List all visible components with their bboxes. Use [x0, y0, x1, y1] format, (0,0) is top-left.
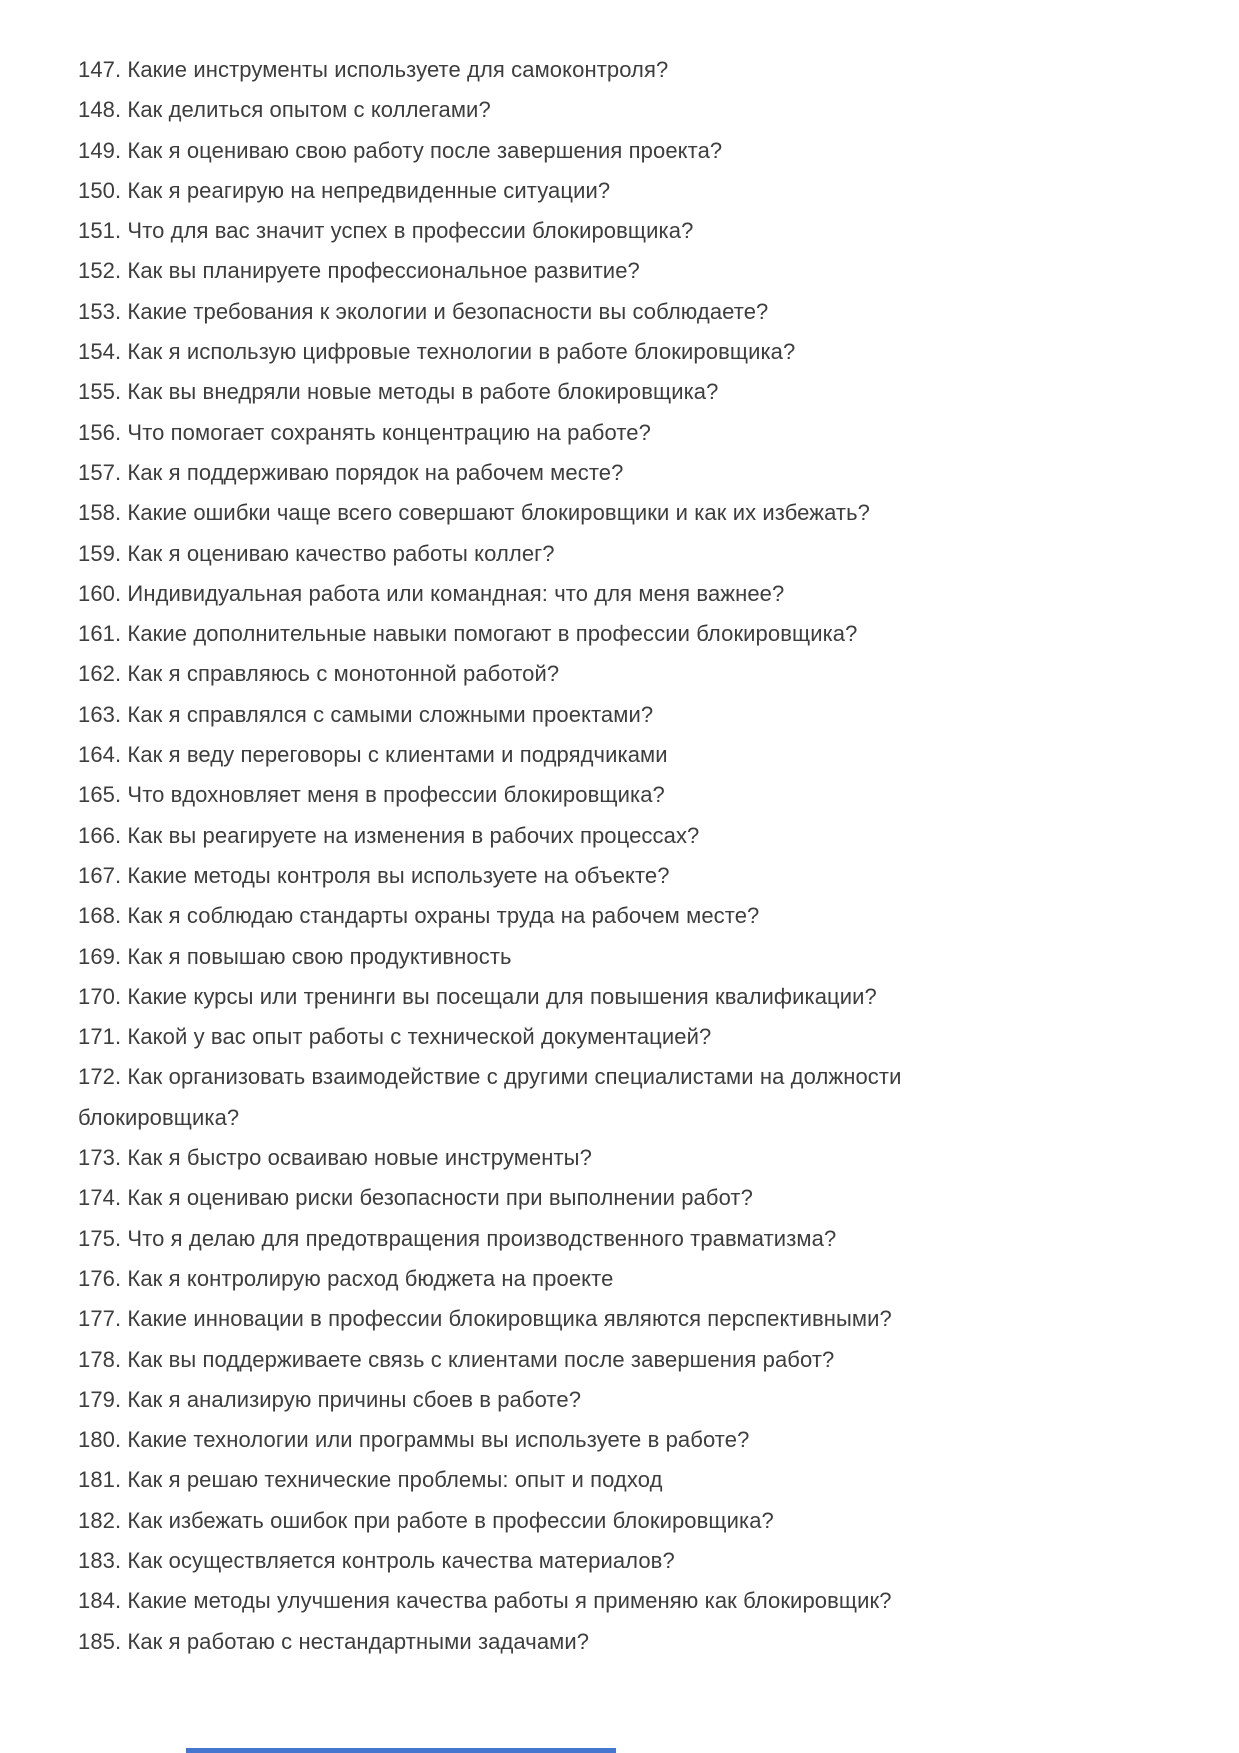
question-item: 185. Как я работаю с нестандартными задачами? — [78, 1628, 590, 1654]
question-item: 157. Как я поддерживаю порядок на рабочем месте? — [78, 459, 624, 485]
question-item: 165. Что вдохновляет меня в профессии блокировщика? — [78, 782, 665, 808]
question-item: 183. Как осуществляется контроль качества материалов? — [78, 1547, 675, 1573]
question-item: 175. Что я делаю для предотвращения производственного травматизма? — [78, 1225, 837, 1251]
question-item: 172. Как организовать взаимодействие с другими специалистами на должности блокировщика? — [78, 1064, 902, 1130]
question-item: 170. Какие курсы или тренинги вы посещали для повышения квалификации? — [78, 983, 877, 1009]
question-item: 156. Что помогает сохранять концентрацию на работе? — [78, 419, 651, 445]
question-item: 153. Какие требования к экологии и безопасности вы соблюдаете? — [78, 298, 769, 324]
question-item: 163. Как я справлялся с самыми сложными проектами? — [78, 701, 654, 727]
question-item: 173. Как я быстро осваиваю новые инструменты? — [78, 1145, 592, 1171]
question-item: 180. Какие технологии или программы вы используете в работе? — [78, 1427, 750, 1453]
question-item: 178. Как вы поддерживаете связь с клиентами после завершения работ? — [78, 1346, 835, 1372]
question-item: 154. Как я использую цифровые технологии в работе блокировщика? — [78, 339, 796, 365]
question-item: 158. Какие ошибки чаще всего совершают блокировщики и как их избежать? — [78, 500, 871, 526]
question-item: 147. Какие инструменты используете для самоконтроля? — [78, 57, 669, 82]
question-item: 169. Как я повышаю свою продуктивность — [78, 943, 512, 969]
question-item: 161. Какие дополнительные навыки помогают в профессии блокировщика? — [78, 621, 858, 647]
question-item: 176. Как я контролирую расход бюджета на проекте — [78, 1265, 614, 1291]
question-item: 155. Как вы внедряли новые методы в работе блокировщика? — [78, 379, 719, 405]
question-item: 151. Что для вас значит успех в профессии блокировщика? — [78, 218, 694, 244]
question-item: 171. Какой у вас опыт работы с технической документацией? — [78, 1024, 712, 1050]
question-item: 182. Как избежать ошибок при работе в профессии блокировщика? — [78, 1507, 774, 1533]
question-item: 166. Как вы реагируете на изменения в рабочих процессах? — [78, 822, 700, 848]
question-item: 177. Какие инновации в профессии блокировщика являются перспективными? — [78, 1306, 892, 1332]
question-item: 148. Как делиться опытом с коллегами? — [78, 97, 491, 123]
questions-list — [78, 50, 1043, 1662]
question-item: 164. Как я веду переговоры с клиентами и подрядчиками — [78, 742, 668, 768]
clipped-link-line[interactable] — [186, 1748, 616, 1753]
question-item: 168. Как я соблюдаю стандарты охраны труда на рабочем месте? — [78, 903, 760, 929]
question-item: 174. Как я оцениваю риски безопасности при выполнении работ? — [78, 1185, 753, 1211]
question-item: 150. Как я реагирую на непредвиденные ситуации? — [78, 177, 611, 203]
question-item: 159. Как я оцениваю качество работы коллег? — [78, 540, 555, 566]
question-item: 167. Какие методы контроля вы используете на объекте? — [78, 862, 670, 888]
question-item: 149. Как я оцениваю свою работу после завершения проекта? — [78, 137, 723, 163]
question-item: 162. Как я справляюсь с монотонной работой? — [78, 661, 560, 687]
question-item: 179. Как я анализирую причины сбоев в работе? — [78, 1386, 582, 1412]
question-item: 160. Индивидуальная работа или командная: что для меня важнее? — [78, 580, 785, 606]
question-item: 181. Как я решаю технические проблемы: опыт и подход — [78, 1467, 663, 1493]
question-item: 184. Какие методы улучшения качества работы я применяю как блокировщик? — [78, 1588, 892, 1614]
question-item: 152. Как вы планируете профессиональное развитие? — [78, 258, 640, 284]
